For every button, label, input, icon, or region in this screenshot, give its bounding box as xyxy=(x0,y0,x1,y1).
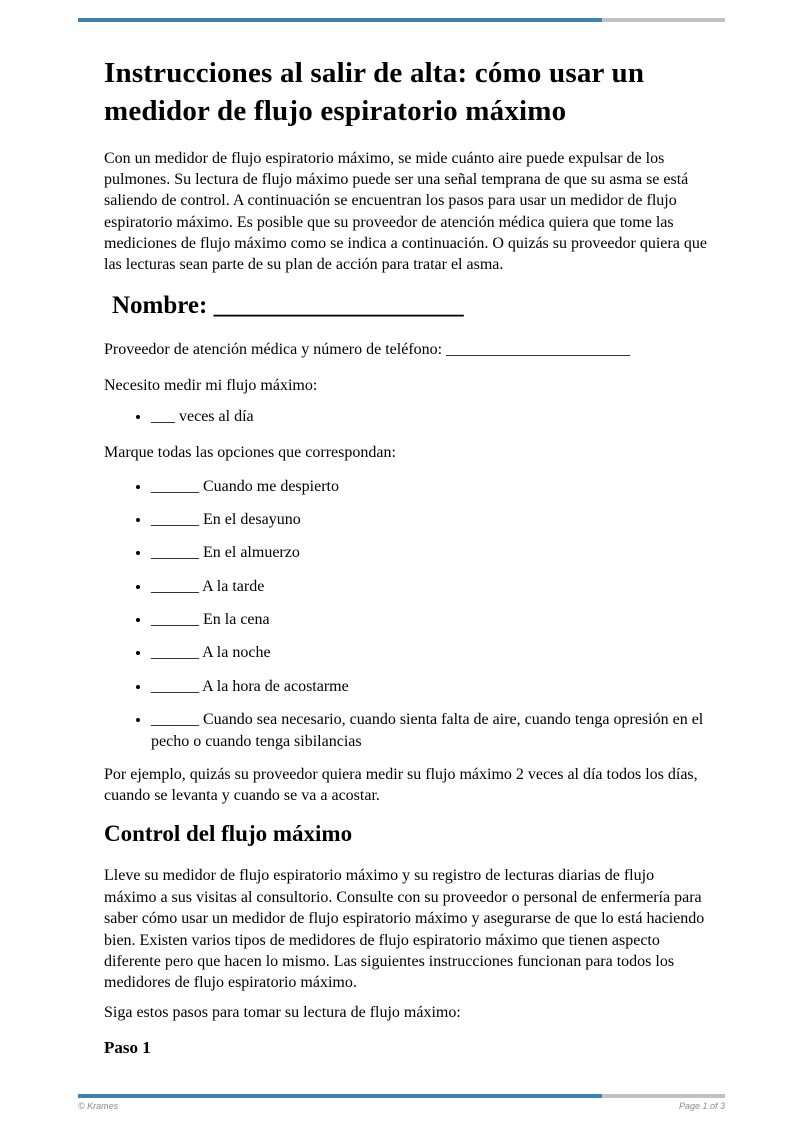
checklist-blank-line: ______ xyxy=(151,677,199,695)
control-paragraph: Lleve su medidor de flujo espiratorio máximo y su registro de lecturas diarias de flujo máximo a sus visitas al consultorio. Consulte con su proveedor o personal de enfermería para saber cómo usar un medidor de flujo espiratorio máximo y asegurarse de que lo está haciendo bien. Existen varios tipos de medidores de flujo espiratorio máximo que tienen aspecto diferente pero que hacen lo mismo. Las siguientes instrucciones funcionan para todos los medidores de flujo espiratorio máximo. xyxy=(104,867,705,992)
footer-copyright: © Krames xyxy=(78,1101,119,1111)
page-title: Instrucciones al salir de alta: cómo usar un medidor de flujo espiratorio máximo xyxy=(104,57,645,128)
name-heading xyxy=(104,290,708,323)
provider-blank-line: _______________________ xyxy=(446,341,631,359)
frequency-list xyxy=(104,406,708,427)
steps-intro: Siga estos pasos para tomar su lectura de flujo máximo: xyxy=(104,1003,461,1021)
intro-paragraph: Con un medidor de flujo espiratorio máximo, se mide cuánto aire puede expulsar de los pulmones. Su lectura de flujo máximo puede ser una señal temprana de que su asma se está saliendo de control. A continuación se encuentran los pasos para usar un medidor de flujo espiratorio máximo. Es posible que su proveedor de atención médica quiera que tome las mediciones de flujo máximo como se indica a continuación. O quizás su proveedor quiera que las lecturas sean parte de su plan de acción para tratar el asma. xyxy=(104,149,707,274)
checklist-item xyxy=(151,542,708,563)
checklist-item-label: A la noche xyxy=(202,644,271,662)
example-paragraph: Por ejemplo, quizás su proveedor quiera medir su flujo máximo 2 veces al día todos los días, cuando se levanta y cuando se va a acostar. xyxy=(104,765,698,805)
checklist-item-label: En el almuerzo xyxy=(203,544,300,562)
footer-accent-bar-gray-segment xyxy=(602,1094,725,1098)
frequency-blank-line: ___ xyxy=(151,407,175,425)
frequency-list-item xyxy=(151,406,708,427)
checklist-item xyxy=(151,509,708,530)
footer-accent-bar xyxy=(78,1094,725,1098)
checklist xyxy=(104,476,708,752)
step1-heading: Paso 1 xyxy=(104,1037,151,1057)
checklist-item-label: A la tarde xyxy=(202,577,265,595)
checklist-item xyxy=(151,609,708,630)
name-blank-line: ____________________ xyxy=(213,291,464,319)
checklist-item xyxy=(151,676,708,697)
checklist-blank-line: ______ xyxy=(151,577,199,595)
section-heading-control: Control del flujo máximo xyxy=(104,820,353,846)
page-footer xyxy=(78,1101,725,1111)
checklist-blank-line: ______ xyxy=(151,544,199,562)
footer-accent-bar-blue-segment xyxy=(78,1094,602,1098)
checklist-item xyxy=(151,476,708,497)
name-label: Nombre: xyxy=(112,291,208,319)
provider-label: Proveedor de atención médica y número de teléfono: xyxy=(104,341,443,359)
checklist-item-label: Cuando sea necesario, cuando sienta falta de aire, cuando tenga opresión en el pecho o cuando tenga sibilancias xyxy=(151,711,704,750)
checklist-blank-line: ______ xyxy=(151,510,199,528)
frequency-intro: Necesito medir mi flujo máximo: xyxy=(104,376,318,394)
checklist-item xyxy=(151,709,708,752)
document-body xyxy=(104,0,708,1059)
checklist-blank-line: ______ xyxy=(151,611,199,629)
checklist-item-label: En el desayuno xyxy=(203,510,301,528)
footer-page-number: Page 1 of 3 xyxy=(678,1101,725,1111)
provider-line xyxy=(104,339,708,360)
checklist-item xyxy=(151,576,708,597)
checklist-item-label: En la cena xyxy=(203,611,270,629)
checklist-blank-line: ______ xyxy=(151,711,199,729)
checklist-blank-line: ______ xyxy=(151,644,199,662)
checklist-intro: Marque todas las opciones que correspondan: xyxy=(104,444,396,462)
frequency-item-label: veces al día xyxy=(179,407,254,425)
checklist-blank-line: ______ xyxy=(151,477,199,495)
checklist-item xyxy=(151,642,708,663)
checklist-item-label: Cuando me despierto xyxy=(203,477,339,495)
checklist-item-label: A la hora de acostarme xyxy=(202,677,349,695)
